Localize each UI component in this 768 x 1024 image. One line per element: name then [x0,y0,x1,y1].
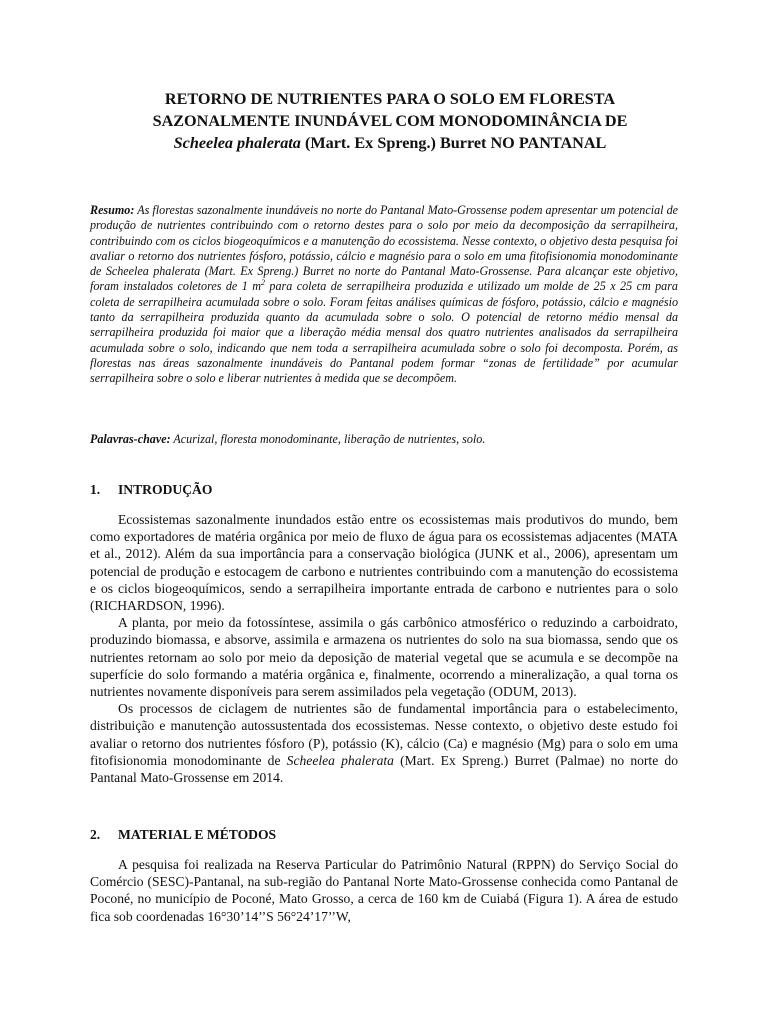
section-number: 2. [90,827,101,842]
paragraph-3-species: Scheelea phalerata [286,752,394,768]
paragraph-3-text-2: (Mart. Ex Spreng.) Burret (Palmae) no norte do Pantanal Mato-Grossense em 2014. [90,752,678,786]
abstract-superscript: 2 [260,278,265,288]
methods-body [90,856,678,925]
title-line-2: SAZONALMENTE INUNDÁVEL COM MONODOMINÂNCIA DE [152,112,628,130]
section-heading-introduction [90,481,212,498]
abstract-label: Resumo: [90,203,135,217]
introduction-paragraph-2: A planta, por meio da fotossíntese, assimila o gás carbônico atmosférico o reduzindo a carboidrato, produzindo biomassa, e absorve, assimila e armazena os nutrientes do solo na sua biomassa, sendo que os nutrientes retornam ao solo por meio da deposição de material vegetal que se acumula e se decompõe na superfície do solo formando a matéria orgânica e, finalmente, ocorrendo a mineralização, a qual torna os nutrientes novamente disponíveis para serem assimilados pela vegetação (ODUM, 2013). [90,615,678,700]
introduction-paragraph-1: Ecossistemas sazonalmente inundados estão entre os ecossistemas mais produtivos do mundo, bem como exportadores de matéria orgânica por meio de fluxo de água para os ecossistemas adjacentes (MATA et al., 2012). Além da sua importância para a conservação biológica (JUNK et al., 2006), apresentam um potencial de produção e estocagem de carbono e nutrientes contribuindo com a manutenção do ecossistema e os ciclos biogeoquímicos, sendo a serrapilheira importante entrada de carbono e nutrientes para o solo (RICHARDSON, 1996). [90,512,678,614]
abstract [90,203,678,387]
introduction-body [90,511,678,786]
keywords-text: Acurizal, floresta monodominante, liberação de nutrientes, solo. [170,432,486,446]
title-line-3-rest: (Mart. Ex Spreng.) Burret NO PANTANAL [300,134,607,152]
abstract-text-part-2: para coleta de serrapilheira produzida e utilizado um molde de 25 x 25 cm para coleta de serrapilheira acumulada sobre o solo. Foram feitas análises químicas de fósforo, potássio, cálcio e magnésio tanto da serrapilheira produzida quanto da acumulada sobre o solo. O potencial de retorno médio mensal da serrapilheira produzida foi maior que a liberação média mensal dos quatro nutrientes analisados da serrapilheira acumulada sobre o solo, indicando que nem toda a serrapilheira acumulada sobre o solo foi decomposta. Porém, as florestas nas áreas sazonalmente inundáveis do Pantanal podem formar “zonas de fertilidade” por acumular serrapilheira sobre o solo e liberar nutrientes à medida que se decompõem. [90,279,678,386]
title-line-1: RETORNO DE NUTRIENTES PARA O SOLO EM FLORESTA [164,90,616,108]
section-heading-methods [90,826,276,843]
keywords [90,432,678,447]
paper-title [90,88,690,154]
section-heading-text: MATERIAL E MÉTODOS [118,827,277,842]
title-line-3 [90,132,690,154]
paragraph-3-text-1: Os processos de ciclagem de nutrientes são de fundamental importância para o estabelecimento, distribuição e manutenção autossustentada dos ecossistemas. Nesse contexto, o objetivo deste estudo foi avaliar o retorno dos nutrientes fósforo (P), potássio (K), cálcio (Ca) e magnésio (Mg) para o solo em uma fitofisionomia monodominante de [90,701,678,768]
introduction-paragraph-3 [90,700,678,786]
title-species-name: Scheelea phalerata [173,134,301,152]
section-number: 1. [90,482,101,497]
section-heading-text: INTRODUÇÃO [118,482,213,497]
abstract-text-part-1: As florestas sazonalmente inundáveis no norte do Pantanal Mato-Grossense podem apresentar um potencial de produção de nutrientes contribuindo com o retorno destes para o solo por meio da decomposição da serrapilheira, contribuindo com os ciclos biogeoquímicos e a manutenção do ecossistema. Nesse contexto, o objetivo desta pesquisa foi avaliar o retorno dos nutrientes fósforo, potássio, cálcio e magnésio para o solo em uma fitofisionomia monodominante de Scheelea phalerata (Mart. Ex Spreng.) Burret no norte do Pantanal Mato-Grossense. Para alcançar este objetivo, foram instalados coletores de 1 m [90,203,678,294]
keywords-label: Palavras-chave: [90,432,171,446]
methods-paragraph-1: A pesquisa foi realizada na Reserva Particular do Patrimônio Natural (RPPN) do Serviço Social do Comércio (SESC)-Pantanal, na sub-região do Pantanal Norte Mato-Grossense conhecida como Pantanal de Poconé, no município de Poconé, Mato Grosso, a cerca de 160 km de Cuiabá (Figura 1). A área de estudo fica sob coordenadas 16°30’14’’S 56°24’17’’W, [90,857,678,924]
